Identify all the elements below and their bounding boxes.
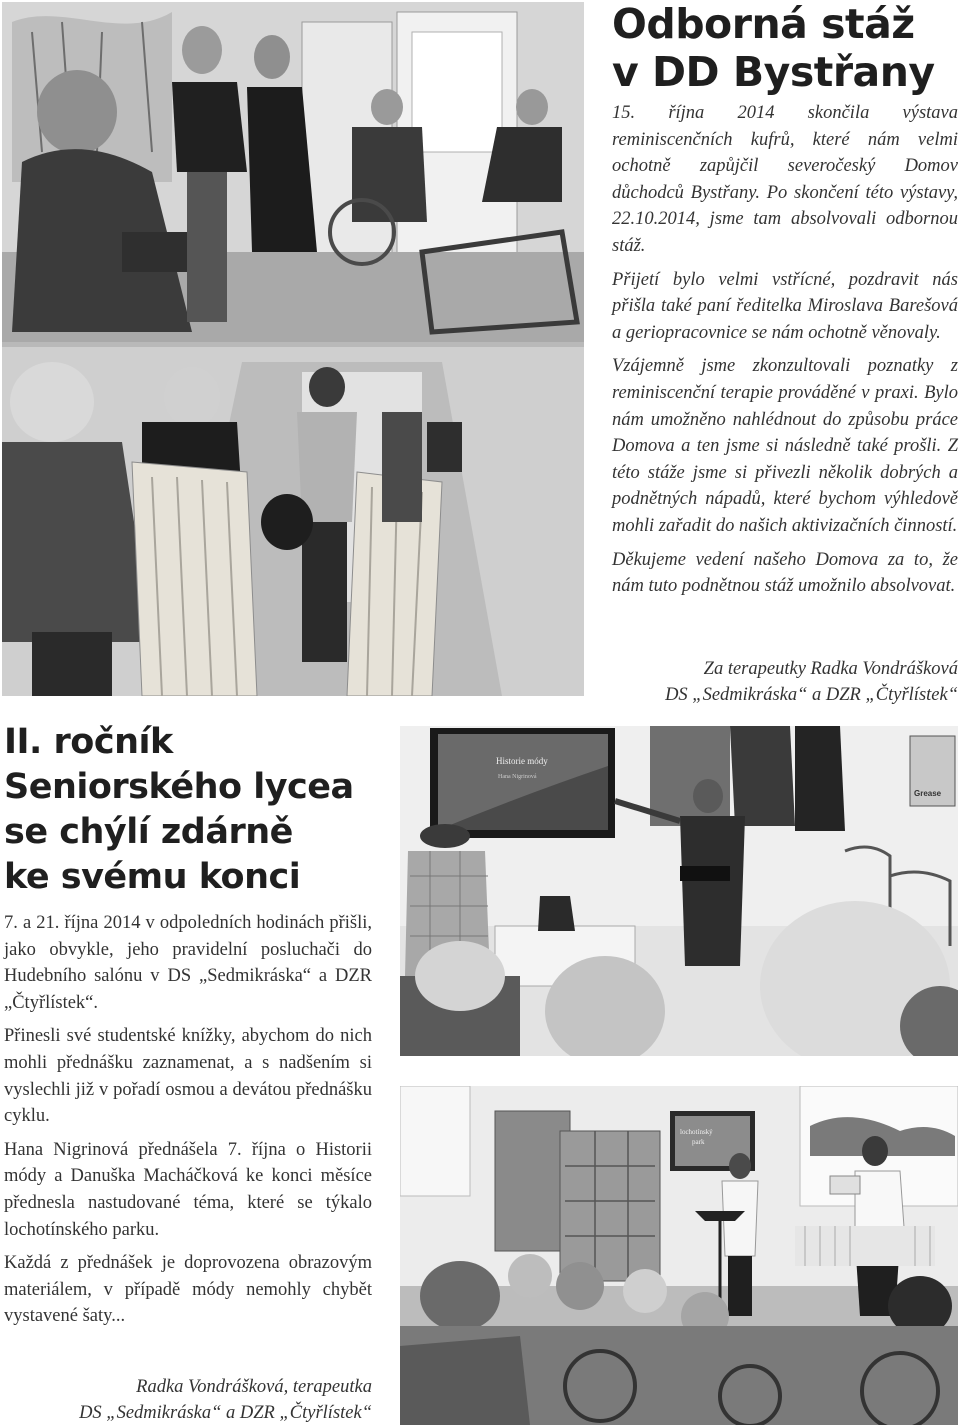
slide2-title-text: lochotínský: [680, 1128, 713, 1136]
article-stage-body: [612, 100, 958, 607]
article-lycee-paragraph: Každá z přednášek je doprovozena obrazovým materiálem, v případě módy nemohly chybět vystavené šaty...: [4, 1253, 372, 1327]
article-lycee-title-line2: Seniorského lycea: [4, 767, 354, 807]
article-stage-paragraph: Přijetí bylo velmi vstřícné, pozdravit nás přišla také paní ředitelka Miroslava Barešová a geriopracovnice se nám ochotně věnovaly.: [612, 269, 958, 343]
slide2-subtitle-text: park: [692, 1138, 705, 1146]
photo-park-lecture: [400, 1086, 958, 1425]
article-stage-title: [612, 0, 958, 96]
article-lycee-body: [4, 910, 372, 1337]
article-lycee-title-line4: ke svému konci: [4, 857, 301, 897]
photo-fashion-lecture: [400, 726, 958, 1056]
slide-title-text: Historie módy: [496, 756, 548, 766]
article-lycee-paragraph: Přinesli své studentské knížky, abychom do nich mohli přednášku zaznamenat, a s nadšením si vyslechli již v pořadí osmou a devátou přednášku cyklu.: [4, 1026, 372, 1127]
article-stage-signature-line2: DS „Sedmikráska“ a DZR „Čtyřlístek“: [665, 685, 958, 705]
slide-author-text: Hana Nigrinová: [498, 774, 537, 780]
article-stage-title-line1: Odborná stáž: [612, 0, 915, 48]
article-lycee-title: [4, 720, 396, 900]
poster-text: Grease: [914, 789, 942, 798]
article-lycee-title-line3: se chýlí zdárně: [4, 812, 293, 852]
article-stage-signature: [612, 656, 958, 708]
article-lycee-title-line1: II. ročník: [4, 722, 173, 762]
article-stage-paragraph: Děkujeme vedení našeho Domova za to, že nám tuto podnětnou stáž umožnilo absolvovat.: [612, 549, 958, 597]
article-lycee-signature-line1: Radka Vondrášková, terapeutka: [136, 1377, 372, 1397]
article-stage-paragraph: 15. října 2014 skončila výstava reminiscenčních kufrů, které nám velmi ochotně zapůjčil severočeský Domov důchodců Bystřany. Po skončení této výstavy, 22.10.2014, jsme tam absolvovali odbornou stáž.: [612, 103, 958, 256]
article-lycee-signature-line2: DS „Sedmikráska“ a DZR „Čtyřlístek“: [79, 1403, 372, 1423]
article-stage-signature-line1: Za terapeutky Radka Vondrášková: [703, 659, 958, 679]
article-stage-title-line2: v DD Bystřany: [612, 48, 935, 96]
article-lycee-paragraph: 7. a 21. října 2014 v odpoledních hodinách přišli, jako obvykle, jeho pravidelní posluchači do Hudebního salónu v DS „Sedmikráska“ a DZR „Čtyřlístek“.: [4, 913, 372, 1013]
article-stage-paragraph: Vzájemně jsme zkonzultovali poznatky z reminiscenční terapie prováděné v praxi. Bylo nám umožněno nahlédnout do způsobu práce Domova a ten jsme si následně také prošli. Z této stáže jsme si přivezli několik dobrých a podnětných nápadů, které bychom výhledově mohli zařadit do našich aktivizačních činností.: [612, 356, 958, 536]
article-lycee-paragraph: Hana Nigrinová přednášela 7. října o Historii módy a Danuška Macháčková ke konci měsíce přednesla nastudované téma, které se týkalo lochotínského parku.: [4, 1139, 372, 1240]
article-lycee-signature: [4, 1374, 372, 1426]
photo-corridor-visit: [2, 2, 584, 696]
